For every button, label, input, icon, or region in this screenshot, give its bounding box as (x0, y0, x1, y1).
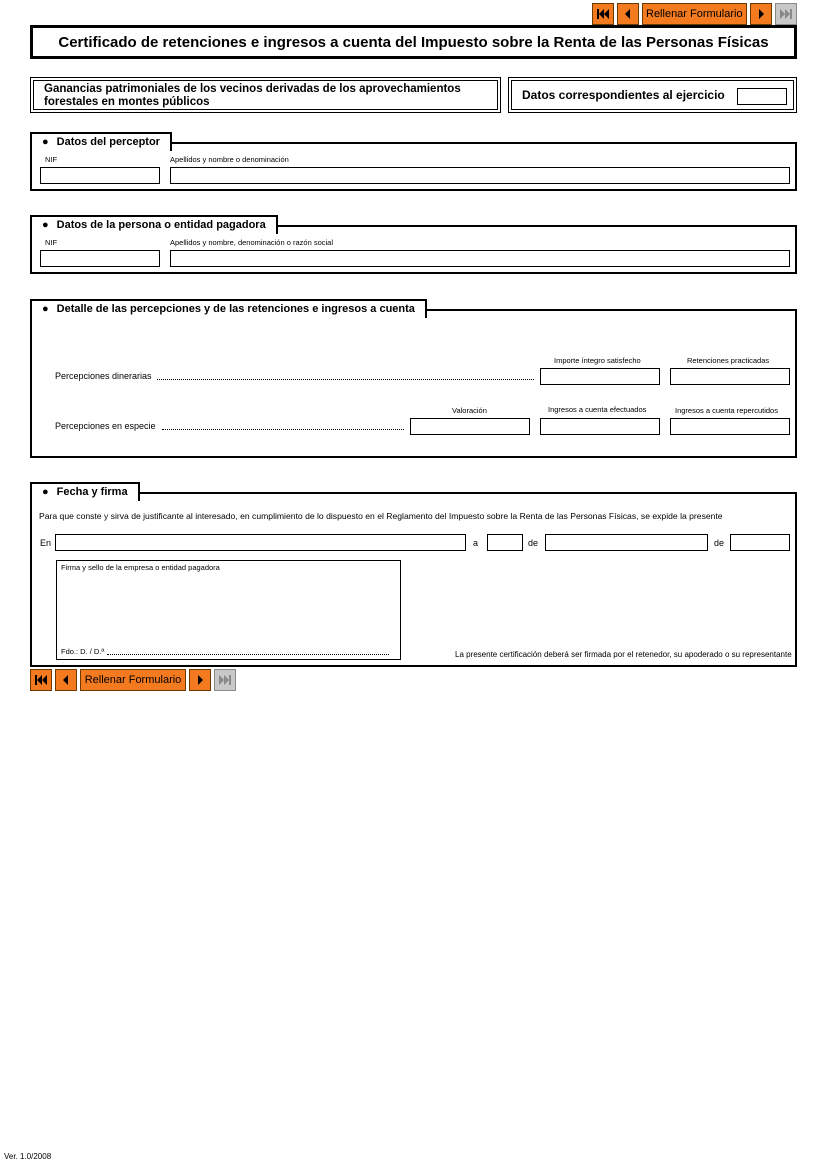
ingresos-efectuados-label: Ingresos a cuenta efectuados (548, 405, 647, 414)
ingresos-repercutidos-input[interactable] (670, 418, 790, 435)
prev-page-icon (622, 9, 634, 19)
mes-input[interactable] (545, 534, 708, 551)
version-label: Ver. 1.0/2008 (4, 1152, 52, 1161)
pagador-nif-input[interactable] (40, 250, 160, 267)
fdo-label: Fdo.: D. / D.ª (61, 647, 105, 656)
form-subtitle: Ganancias patrimoniales de los vecinos derivadas de los aprovechamientos forestales en montes públicos (30, 77, 501, 113)
perceptor-nif-label: NIF (45, 155, 58, 164)
first-page-icon (35, 675, 47, 685)
last-page-button-bottom[interactable] (214, 669, 236, 691)
ejercicio-label: Datos correspondientes al ejercicio (522, 88, 725, 102)
fill-form-button-bottom[interactable]: Rellenar Formulario (80, 669, 186, 691)
fecha-section (30, 492, 797, 667)
anio-input[interactable] (730, 534, 790, 551)
fecha-heading: ● Fecha y firma (30, 482, 140, 501)
first-page-icon (597, 9, 609, 19)
last-page-icon (219, 675, 231, 685)
perceptor-heading: ● Datos del perceptor (30, 132, 172, 151)
next-page-icon (194, 675, 206, 685)
pagador-name-input[interactable] (170, 250, 790, 267)
fdo-line (107, 654, 389, 655)
next-page-button[interactable] (750, 3, 772, 25)
signature-note: La presente certificación deberá ser firmada por el retenedor, su apoderado o su representante (455, 650, 792, 659)
next-page-icon (755, 9, 767, 19)
pagador-nif-label: NIF (45, 238, 58, 247)
dinerarias-leader (157, 379, 534, 380)
especie-label: Percepciones en especie (55, 421, 156, 431)
bottom-nav (30, 669, 236, 691)
en-label: En (40, 538, 52, 548)
form-title: Certificado de retenciones e ingresos a cuenta del Impuesto sobre la Renta de las Personas Físicas (30, 25, 797, 59)
ejercicio-box (508, 77, 797, 113)
prev-page-button-bottom[interactable] (55, 669, 77, 691)
last-page-icon (780, 9, 792, 19)
especie-leader (162, 429, 404, 430)
perceptor-name-input[interactable] (170, 167, 790, 184)
valoracion-input[interactable] (410, 418, 530, 435)
a-label: a (473, 538, 479, 548)
de2-label: de (714, 538, 725, 548)
top-nav (592, 3, 797, 25)
retenciones-label: Retenciones practicadas (687, 356, 770, 365)
firma-label: Firma y sello de la empresa o entidad pagadora (61, 563, 220, 572)
lugar-input[interactable] (55, 534, 466, 551)
next-page-button-bottom[interactable] (189, 669, 211, 691)
valoracion-label: Valoración (452, 406, 487, 415)
pagador-heading: ● Datos de la persona o entidad pagadora (30, 215, 278, 234)
prev-page-icon (60, 675, 72, 685)
signature-box[interactable] (56, 560, 401, 660)
importe-label: Importe íntegro satisfecho (554, 356, 641, 365)
importe-input[interactable] (540, 368, 660, 385)
prev-page-button[interactable] (617, 3, 639, 25)
de1-label: de (528, 538, 539, 548)
first-page-button[interactable] (592, 3, 614, 25)
perceptor-name-label: Apellidos y nombre o denominación (170, 155, 289, 164)
ejercicio-input[interactable] (737, 88, 787, 105)
detalle-heading: ● Detalle de las percepciones y de las retenciones e ingresos a cuenta (30, 299, 427, 318)
detalle-section (30, 309, 797, 458)
statement-text: Para que conste y sirva de justificante al interesado, en cumplimiento de lo dispuesto en el Reglamento del Impuesto sobre la Renta de las Personas Físicas, se expide la presente (39, 511, 723, 521)
ingresos-repercutidos-label: Ingresos a cuenta repercutidos (675, 406, 778, 415)
dinerarias-label: Percepciones dinerarias (55, 371, 152, 381)
first-page-button-bottom[interactable] (30, 669, 52, 691)
dia-input[interactable] (487, 534, 523, 551)
fill-form-button[interactable]: Rellenar Formulario (642, 3, 747, 25)
retenciones-input[interactable] (670, 368, 790, 385)
pagador-name-label: Apellidos y nombre, denominación o razón social (170, 238, 334, 247)
ingresos-efectuados-input[interactable] (540, 418, 660, 435)
last-page-button[interactable] (775, 3, 797, 25)
perceptor-nif-input[interactable] (40, 167, 160, 184)
